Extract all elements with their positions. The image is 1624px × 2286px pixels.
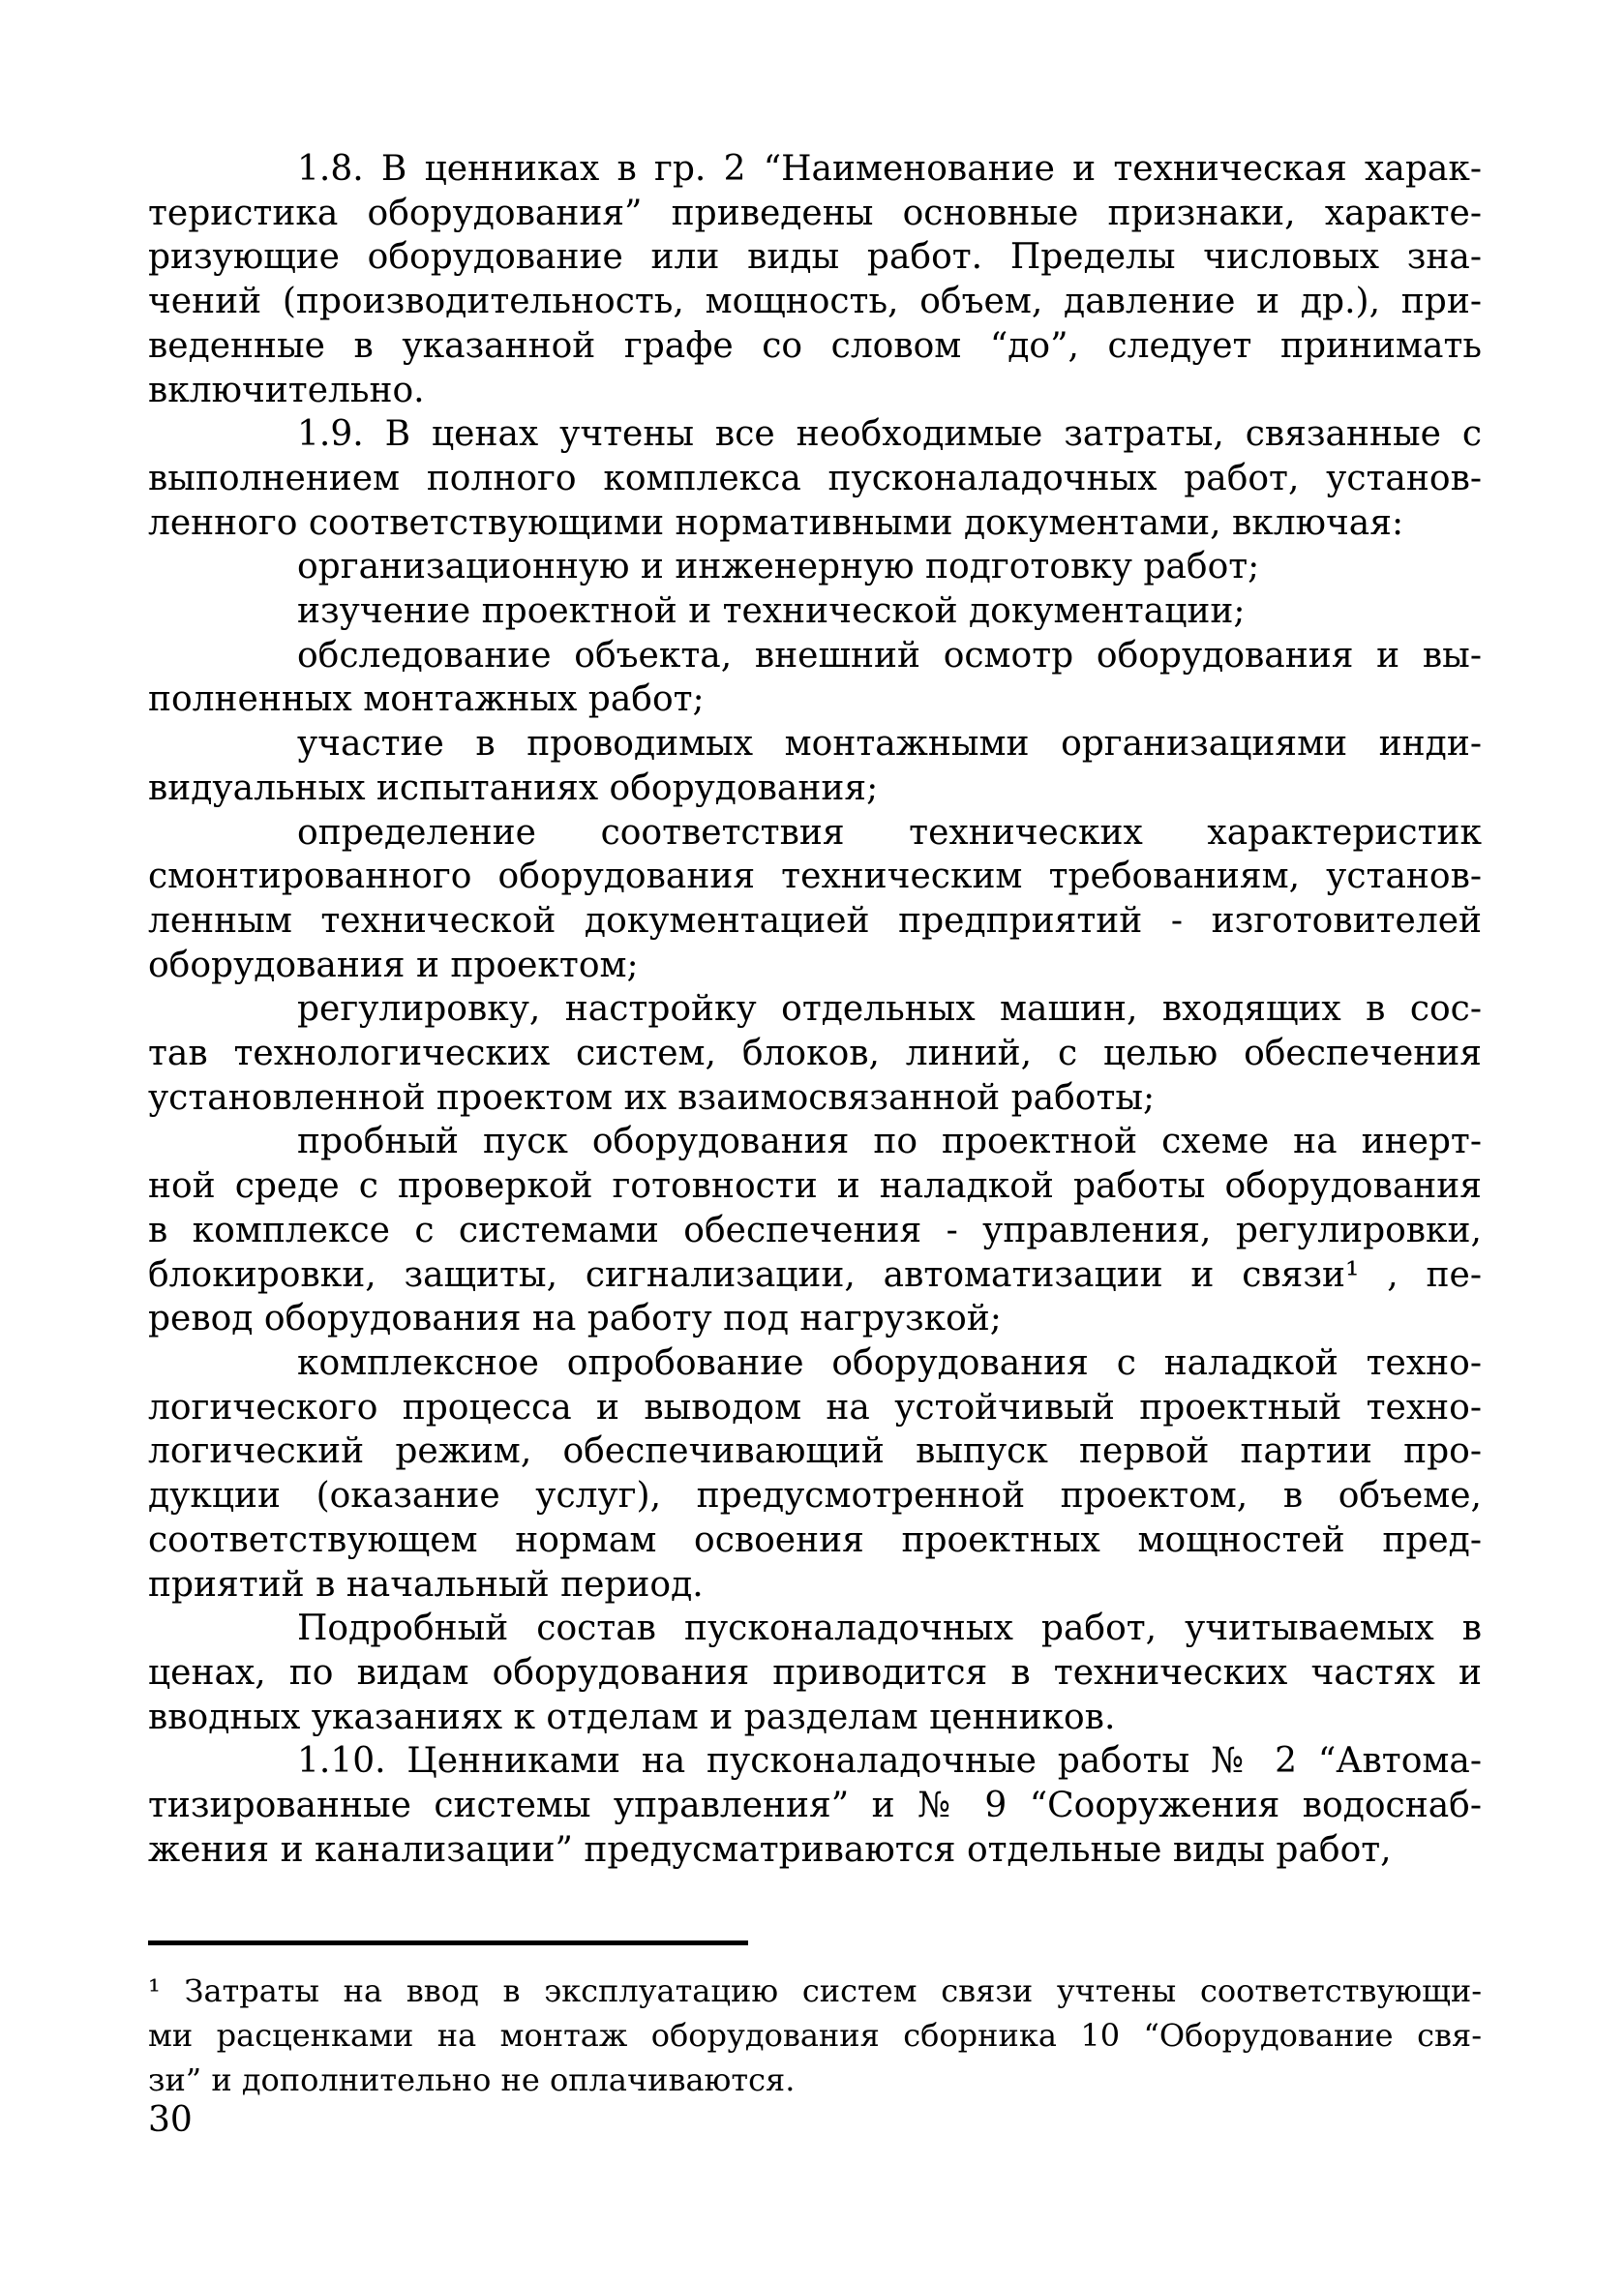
- paragraph: [148, 811, 1482, 988]
- text-line: приятий в начальный период.: [148, 1564, 704, 1605]
- paragraph: [148, 412, 1482, 545]
- text-line: оборудования и проектом;: [148, 945, 639, 985]
- text-line: видуальных испытаниях оборудования;: [148, 767, 879, 808]
- text-line: комплексное опробование оборудования с наладкой техно-: [297, 1342, 1482, 1383]
- text-line: установленной проектом их взаимосвязанной работы;: [148, 1077, 1156, 1118]
- text-line: соответствующем нормам освоения проектных мощностей пред-: [148, 1519, 1482, 1560]
- footnote-rule: [148, 1940, 748, 1945]
- text-line: жения и канализации” предусматриваются отдельные виды работ,: [148, 1829, 1392, 1870]
- text-line: тизированные системы управления” и № 9 “Сооружения водоснаб-: [148, 1786, 1482, 1826]
- text-line: ной среде с проверкой готовности и наладкой работы оборудования: [148, 1166, 1482, 1207]
- text-line: участие в проводимых монтажными организациями инди-: [297, 724, 1482, 765]
- page-number: 30: [148, 2100, 193, 2140]
- text-line: выполнением полного комплекса пусконаладочных работ, установ-: [148, 458, 1482, 498]
- paragraph: [148, 147, 1482, 412]
- paragraph: [148, 1341, 1482, 1607]
- body-text: [148, 147, 1482, 1872]
- text-line: 1.9. В ценах учтены все необходимые затраты, связанные с: [297, 414, 1482, 455]
- text-line: включительно.: [148, 370, 425, 410]
- text-line: чений (производительность, мощность, объем, давление и др.), при-: [148, 282, 1482, 322]
- text-line: дукции (оказание услуг), предусмотренной проектом, в объеме,: [148, 1476, 1482, 1517]
- text-line: ценах, по видам оборудования приводится в технических частях и: [148, 1652, 1482, 1693]
- paragraph: [148, 634, 1482, 722]
- paragraph: [148, 589, 1482, 634]
- footnote: [148, 1969, 1482, 2102]
- text-line: зи” и дополнительно не оплачиваются.: [148, 2061, 796, 2098]
- text-line: теристика оборудования” приведены основные признаки, характе-: [148, 193, 1482, 233]
- text-line: в комплексе с системами обеспечения - управления, регулировки,: [148, 1210, 1482, 1250]
- text-line: логический режим, обеспечивающий выпуск первой партии про-: [148, 1431, 1482, 1472]
- text-line: 1.8. В ценниках в гр. 2 “Наименование и техническая харак-: [297, 149, 1482, 189]
- paragraph: [148, 545, 1482, 589]
- paragraph: [148, 1739, 1482, 1872]
- text-line: Подробный состав пусконаладочных работ, учитываемых в: [297, 1609, 1482, 1649]
- paragraph: [148, 987, 1482, 1120]
- text-line: блокировки, защиты, сигнализации, автоматизации и связи¹ , пе-: [148, 1254, 1482, 1295]
- paragraph: [148, 1607, 1482, 1739]
- text-line: ми расценками на монтаж оборудования сборника 10 “Оборудование свя-: [148, 2017, 1482, 2054]
- text-line: 1.10. Ценниками на пусконаладочные работы № 2 “Автома-: [297, 1741, 1482, 1782]
- text-line: смонтированного оборудования техническим требованиям, установ-: [148, 857, 1482, 897]
- paragraph: [148, 1120, 1482, 1341]
- text-line: логического процесса и выводом на устойчивый проектный техно-: [148, 1387, 1482, 1428]
- text-line: обследование объекта, внешний осмотр оборудования и вы-: [297, 635, 1482, 676]
- text-line: организационную и инженерную подготовку работ;: [297, 547, 1260, 587]
- text-line: ¹ Затраты на ввод в эксплуатацию систем связи учтены соответствующи-: [148, 1972, 1482, 2009]
- paragraph: [148, 1969, 1482, 2102]
- text-line: вводных указаниях к отделам и разделам ценников.: [148, 1697, 1116, 1737]
- text-line: ревод оборудования на работу под нагрузкой;: [148, 1299, 1002, 1339]
- paragraph: [148, 722, 1482, 810]
- text-line: ризующие оборудование или виды работ. Пределы числовых зна-: [148, 237, 1482, 278]
- text-line: полненных монтажных работ;: [148, 679, 705, 720]
- text-line: ленным технической документацией предприятий - изготовителей: [148, 900, 1482, 941]
- text-line: пробный пуск оборудования по проектной схеме на инерт-: [297, 1122, 1482, 1162]
- text-line: изучение проектной и технической документации;: [297, 591, 1246, 632]
- text-line: определение соответствия технических характеристик: [297, 812, 1482, 853]
- text-line: тав технологических систем, блоков, линий, с целью обеспечения: [148, 1034, 1482, 1074]
- text-line: веденные в указанной графе со словом “до”, следует принимать: [148, 325, 1482, 366]
- text-line: ленного соответствующими нормативными документами, включая:: [148, 502, 1404, 543]
- text-line: регулировку, настройку отдельных машин, входящих в сос-: [297, 989, 1482, 1030]
